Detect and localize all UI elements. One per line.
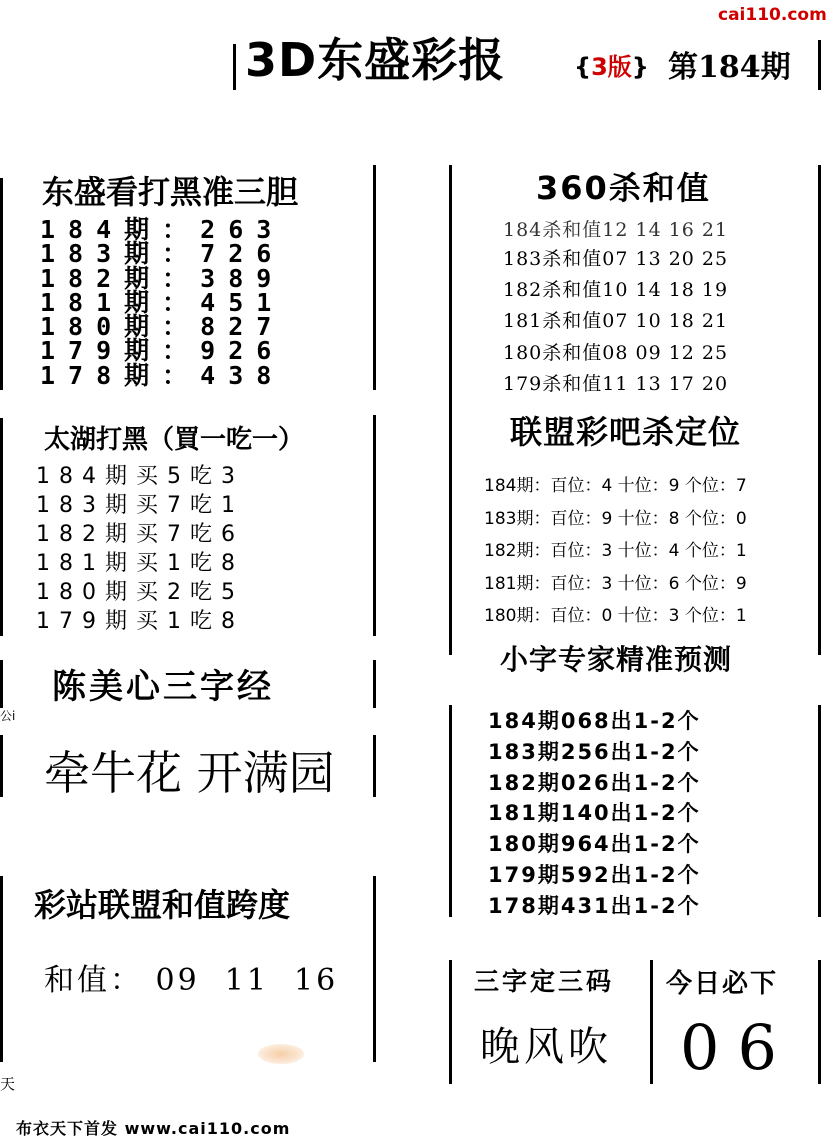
list-item: 183期256出1-2个 <box>488 739 701 764</box>
sanzi-text: 晚风吹 <box>480 1024 612 1070</box>
list-item: 181杀和值07 10 18 21 <box>503 310 729 333</box>
lianmeng-title: 联盟彩吧杀定位 <box>510 413 742 451</box>
list-item: 180期买2吃5 <box>36 580 244 605</box>
list-item: 183期：百位：9 十位：8 个位：0 <box>484 508 747 529</box>
list-item: 180杀和值08 09 12 25 <box>503 341 729 364</box>
rule-far-1 <box>818 165 821 655</box>
xiaozi-title: 小字专家精准预测 <box>500 643 733 676</box>
list-item: 180期：827 <box>40 312 285 342</box>
list-item: 184期068出1-2个 <box>488 709 701 733</box>
lianmeng-list <box>484 470 747 633</box>
rule-left-4 <box>0 735 3 797</box>
list-item: 178期：438 <box>40 360 285 390</box>
rule-mid-2 <box>449 705 452 917</box>
sanzi-title: 三字定三码 <box>474 967 615 996</box>
version-badge: {3版} <box>574 53 649 81</box>
taihu-title: 太湖打黑（買一吃一） <box>44 425 305 455</box>
chenmeixin-text: 牵牛花 开满园 <box>44 746 335 800</box>
taihu-list <box>36 462 244 636</box>
xiaozi-list <box>488 706 701 922</box>
list-item: 179期592出1-2个 <box>488 862 701 887</box>
rule-left-1 <box>0 178 3 390</box>
caizhan-title: 彩站联盟和值跨度 <box>34 886 291 924</box>
caizhan-value: 和值： 09 11 16 <box>44 963 339 998</box>
list-item: 181期：451 <box>40 287 285 317</box>
version-label: 3版 <box>591 53 632 81</box>
rule-far-2 <box>818 705 821 917</box>
rule-left-5 <box>0 876 3 1062</box>
header-divider-left <box>233 44 236 90</box>
rule-inner-divider <box>650 960 653 1084</box>
footer-publisher: 布衣天下首发 www.cai110.com <box>16 1119 291 1138</box>
rule-right-4 <box>373 735 376 797</box>
rule-far-3 <box>818 960 821 1084</box>
clipped-text-left: 公i <box>0 709 16 723</box>
rule-right-2 <box>373 415 376 636</box>
list-item: 184期买5吃3 <box>36 464 244 489</box>
list-item: 182期：百位：3 十位：4 个位：1 <box>484 541 747 562</box>
list-item: 182期：389 <box>40 263 285 293</box>
rule-mid-1 <box>449 165 452 655</box>
list-item: 179期：926 <box>40 336 285 366</box>
rule-right-1 <box>373 165 376 390</box>
issue-number: 第184期 <box>668 50 791 85</box>
site-url-top: cai110.com <box>718 5 827 25</box>
smudge-mark <box>258 1044 304 1064</box>
rule-right-3 <box>373 660 376 708</box>
list-item: 183期：726 <box>40 239 285 269</box>
list-item: 184杀和值12 14 16 21 <box>503 219 729 241</box>
jinri-number: 06 <box>680 1011 795 1084</box>
list-item: 181期买1吃8 <box>36 551 244 576</box>
clipped-text-left-bottom: 天 <box>0 1075 16 1093</box>
list-item: 182杀和值10 14 18 19 <box>503 279 729 302</box>
rule-left-2 <box>0 418 3 636</box>
dongsheng-list <box>40 215 285 390</box>
list-item: 181期：百位：3 十位：6 个位：9 <box>484 573 747 594</box>
list-item: 180期：百位：0 十位：3 个位：1 <box>484 606 747 627</box>
jinri-title: 今日必下 <box>666 969 779 999</box>
kill360-list <box>503 216 728 400</box>
list-item: 179杀和值11 13 17 20 <box>503 372 729 395</box>
list-item: 183期买7吃1 <box>36 493 244 518</box>
chenmeixin-title: 陈美心三字经 <box>52 667 274 707</box>
list-item: 181期140出1-2个 <box>488 801 701 826</box>
list-item: 184期：百位：4 十位：9 个位：7 <box>484 476 747 496</box>
header-divider-right <box>818 40 821 90</box>
dongsheng-title: 东盛看打黑准三胆 <box>42 173 299 211</box>
list-item: 183杀和值07 13 20 25 <box>503 248 729 270</box>
list-item: 178期431出1-2个 <box>488 893 701 918</box>
page-title: 3D东盛彩报 <box>245 33 506 87</box>
rule-left-3 <box>0 660 3 708</box>
list-item: 184期：263 <box>40 215 285 244</box>
rule-mid-3 <box>449 960 452 1084</box>
list-item: 179期买1吃8 <box>36 609 244 634</box>
list-item: 180期964出1-2个 <box>488 832 701 857</box>
kill360-title: 360杀和值 <box>536 169 711 207</box>
list-item: 182期买7吃6 <box>36 522 244 547</box>
rule-right-5 <box>373 876 376 1062</box>
list-item: 182期026出1-2个 <box>488 770 701 795</box>
